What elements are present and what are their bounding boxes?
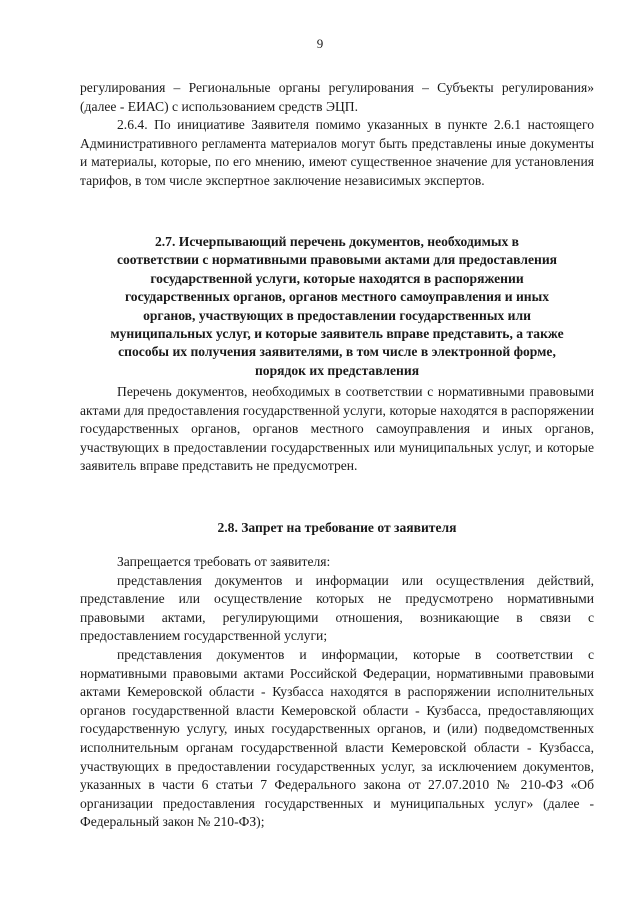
text-block-top [80,79,594,191]
heading-line: 2.8. Запрет на требование от заявителя [217,520,457,535]
heading-line: органов, участвующих в предоставлении государственных или [143,307,531,323]
paragraph-2-8-item-2: представления документов и информации, которые в соответствии с нормативными правовыми актами Российской Федерации, нормативными правовыми актами Кемеровской области - Кузбасса находятся в распоряжении исполнительных органов государственной власти Кемеровской области - Кузбасса, предоставляющих государственную услугу, иных государственных органов, и (или) подведомственных исполнительным органам государственной власти Кемеровской области - Кузбасса, участвующих в предоставлении государственных услуг, за исключением документов, указанных в части 6 статьи 7 Федерального закона от 27.07.2010 № 210-ФЗ «Об организации предоставления государственных и муниципальных услуг» (далее - Федеральный закон № 210-ФЗ); [80,646,594,830]
heading-line: способы их получения заявителями, в том числе в электронной форме, [118,344,556,360]
paragraph-2-7-body: Перечень документов, необходимых в соответствии с нормативными правовыми актами для предоставления государственной услуги, которые находятся в распоряжении государственных органов, органов местного самоуправления и иных органов, участвующих в предоставлении государственных или муниципальных услуг, и которые заявитель вправе представить не предусмотрен. [80,384,594,474]
paragraph-2-6-4: 2.6.4. По инициативе Заявителя помимо указанных в пункте 2.6.1 настоящего Административного регламента материалов могут быть представлены иные документы и материалы, которые, по его мнению, имеют существенное значение для установления тарифов, в том числе экспертное заключение независимых экспертов. [80,117,594,188]
heading-line: муниципальных услуг, и которые заявитель вправе представить, а также [110,326,564,342]
paragraph-2-8-item-1: представления документов и информации или осуществления действий, представление или осуществление которых не предусмотрено нормативными правовыми актами, регулирующими отношения, возникающие в связи с предоставлением государственной услуги; [80,572,594,644]
section-heading-2-7 [80,233,594,380]
heading-line: 2.7. Исчерпывающий перечень документов, необходимых в [154,234,520,249]
heading-line: государственной услуги, которые находятся в распоряжении [150,270,524,286]
page-number: 9 [316,36,324,51]
paragraph-2-8-intro: Запрещается требовать от заявителя: [117,554,331,569]
text-block-2-8 [80,553,594,832]
heading-line: соответствии с нормативными правовыми актами для предоставления [116,252,558,268]
heading-line: государственных органов, органов местного самоуправления и иных [124,289,550,305]
heading-line: порядок их представления [254,362,420,378]
text-block-2-7 [80,383,594,476]
paragraph-continuation: регулирования – Региональные органы регулирования – Субъекты регулирования» (далее - ЕИАС) с использованием средств ЭЦП. [80,80,594,114]
section-heading-2-8 [80,519,594,537]
